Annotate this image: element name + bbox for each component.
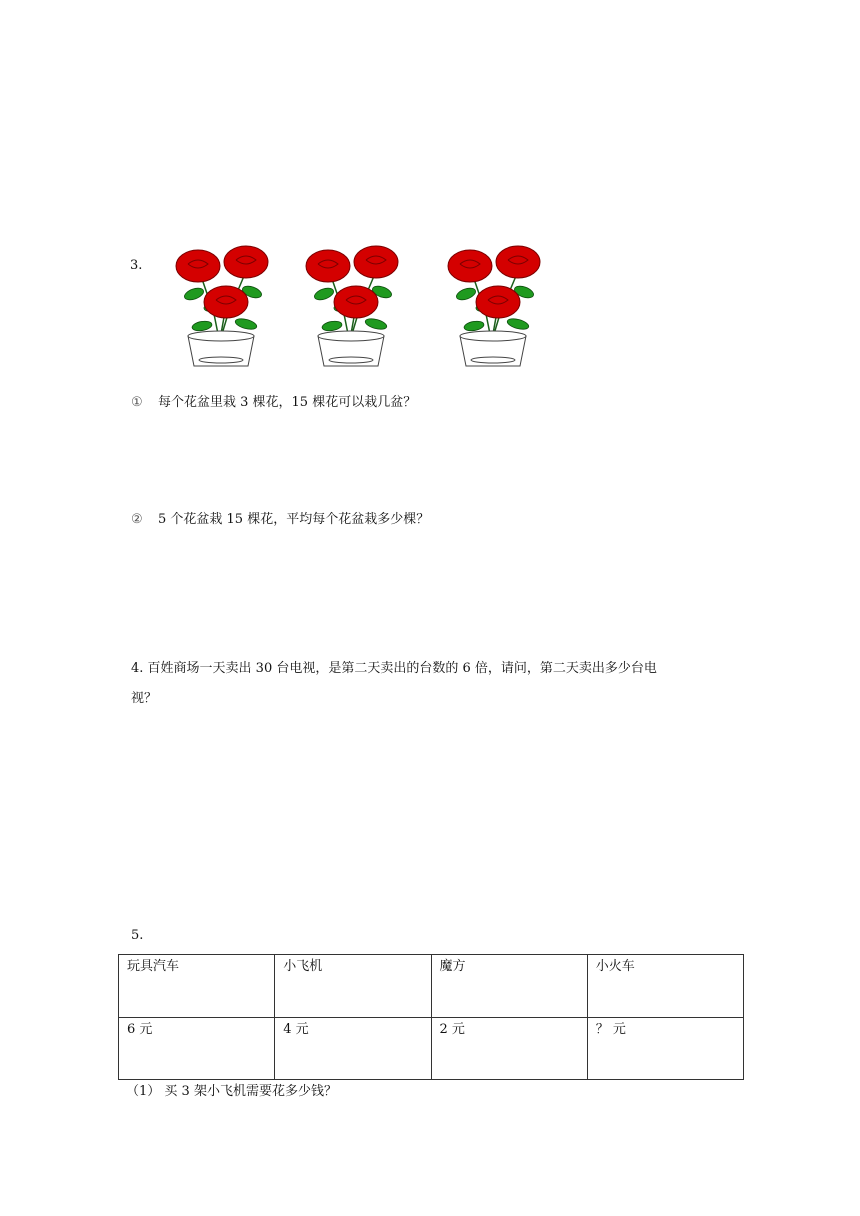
flower-pot-2 [296,236,406,370]
flower-pot-1 [166,236,276,370]
table-cell-item: 魔方 [431,955,587,1018]
table-row-prices [119,1017,744,1080]
q3-sub1-marker: ① [131,395,143,410]
q3-sub2-text: 5 个花盆栽 15 棵花，平均每个花盆栽多少棵？ [158,512,430,527]
question-3-number: 3. [130,258,143,273]
price-table [118,954,744,1080]
table-cell-price: 6 元 [119,1017,275,1080]
q3-sub2-marker: ② [131,512,143,527]
question-4-line-1: 4. 百姓商场一天卖出 30 台电视，是第二天卖出的台数的 6 倍，请问，第二天卖出多少台电 [131,661,657,676]
table-cell-item: 小飞机 [275,955,431,1018]
table-cell-item: 玩具汽车 [119,955,275,1018]
table-row-items [119,955,744,1018]
q3-sub1-text: 每个花盆里栽 3 棵花，15 棵花可以栽几盆？ [158,395,417,410]
q5-sub1-text: （1） 买 3 架小飞机需要花多少钱？ [126,1084,337,1099]
flower-pots-illustration [166,236,566,376]
flower-pot-3 [438,236,548,370]
question-4-line-2: 视？ [131,691,158,706]
table-cell-price: 2 元 [431,1017,587,1080]
table-cell-item: 小火车 [587,955,743,1018]
table-cell-price: ？ 元 [587,1017,743,1080]
question-5-number: 5. [131,928,144,943]
table-cell-price: 4 元 [275,1017,431,1080]
